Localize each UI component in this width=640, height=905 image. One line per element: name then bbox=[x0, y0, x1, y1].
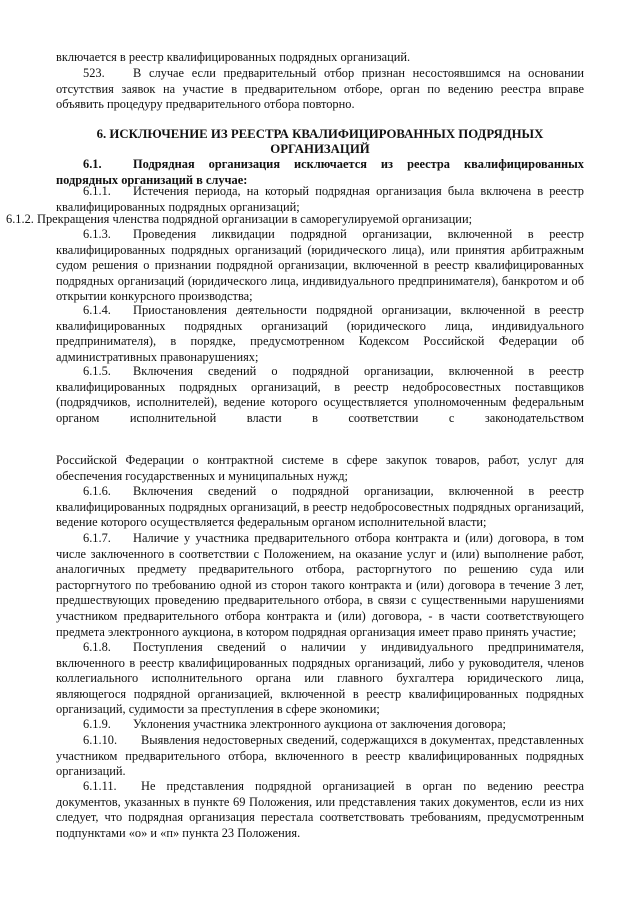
paragraph-number: 6.1. bbox=[83, 157, 102, 171]
paragraph-number: 523. bbox=[83, 66, 105, 80]
item-6-1-10: 6.1.10. Выявления недостоверных сведений, содержащихся в документах, представленных участником предварительного отбора, включенного в реестр квалифицированных подрядных организаций. bbox=[56, 733, 584, 779]
item-6-1-5: 6.1.5. Включения сведений о подрядной организации, включенной в реестр квалифицированных подрядных организаций, в реестр недобросовестных поставщиков (подрядчиков, исполнителей), ведение которого осуществляется уполномоченным федеральным органом исполнительной власти в соответствии с законодательством bbox=[56, 364, 584, 425]
item-6-1-8: 6.1.8. Поступления сведений о наличии у индивидуального предпринимателя, включенного в реестр квалифицированных подрядных организаций, либо у руководителя, членов коллегиального исполнительного органа или главного бухгалтера юридического лица, являющегося подрядной организацией, включенной в реестр квалифицированных подрядных организаций, судимости за преступления в сфере экономики; bbox=[56, 640, 584, 717]
section-title: 6. ИСКЛЮЧЕНИЕ ИЗ РЕЕСТРА КВАЛИФИЦИРОВАННЫХ ПОДРЯДНЫХ ОРГАНИЗАЦИЙ bbox=[96, 127, 544, 157]
paragraph-523: 523. В случае если предварительный отбор признан несостоявшимся на основании отсутствия заявок на участие в предварительном отборе, орган по ведению реестра вправе объявить процедуру предварительного отбора повторно. bbox=[56, 66, 584, 112]
item-6-1-5-continued: Российской Федерации о контрактной системе в сфере закупок товаров, работ, услуг для обеспечения государственных и муниципальных нужд; bbox=[56, 453, 584, 483]
item-6-1-1: 6.1.1. Истечения периода, на который подрядная организация была включена в реестр квалифицированных подрядных организаций; bbox=[56, 184, 584, 214]
item-6-1-3: 6.1.3. Проведения ликвидации подрядной организации, включенной в реестр квалифицированных подрядных организаций (юридического лица), или принятия арбитражным судом решения о признании подрядной организации, включенной в реестр квалифицированных подрядных организаций (юридического лица, индивидуального предпринимателя), банкротом и об открытии конкурсного производства; bbox=[56, 227, 584, 304]
item-6-1-4: 6.1.4. Приостановления деятельности подрядной организации, включенной в реестр квалифицированных подрядных организаций (юридического лица, индивидуального предпринимателя), в порядке, предусмотренном Кодексом Российской Федерации об административных правонарушениях; bbox=[56, 303, 584, 364]
paragraph-6-1: 6.1. Подрядная организация исключается из реестра квалифицированных подрядных организаций в случае: bbox=[56, 157, 584, 187]
item-6-1-7: 6.1.7. Наличие у участника предварительного отбора контракта и (или) договора, в том числе заключенного в соответствии с Положением, на оказание услуг и (или) выполнение работ, аналогичных предмету предварительного отбора, расторгнутого по решению суда или расторгнутого по требованию одной из сторон такого контракта и (или) договора в течение 3 лет, предшествующих проведению предварительного отбора, в связи с существенными нарушениями участником предварительного отбора контракта и (или) договора, - в части соответствующего предмета электронного аукциона, в котором подрядная организация имеет право принять участие; bbox=[56, 531, 584, 639]
item-6-1-9: 6.1.9. Уклонения участника электронного аукциона от заключения договора; bbox=[83, 717, 506, 731]
item-6-1-6: 6.1.6. Включения сведений о подрядной организации, включенной в реестр квалифицированных подрядных организаций, в реестр недобросовестных подрядных организаций, ведение которого осуществляется федеральным органом исполнительной власти; bbox=[56, 484, 584, 530]
item-6-1-11: 6.1.11. Не представления подрядной организацией в орган по ведению реестра документов, указанных в пункте 69 Положения, или представления таких документов, если из них следует, что подрядная организация перестала соответствовать требованиям, предусмотренным подпунктами «о» и «п» пункта 23 Положения. bbox=[56, 779, 584, 840]
paragraph-intro: включается в реестр квалифицированных подрядных организаций. bbox=[56, 50, 411, 64]
item-6-1-2: 6.1.2. Прекращения членства подрядной организации в саморегулируемой организации; bbox=[6, 212, 473, 226]
